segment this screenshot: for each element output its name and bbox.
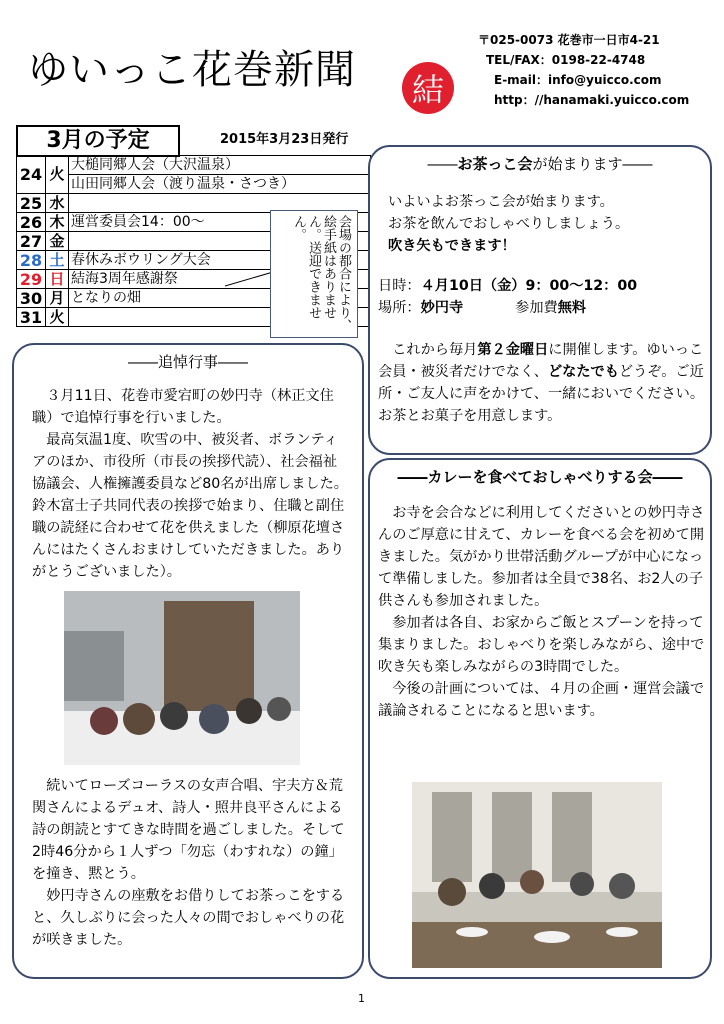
email[interactable]: E-mail：info@yuicco.com [494, 73, 662, 87]
schedule-title: 3月の予定 [16, 125, 180, 157]
contact-block [478, 30, 689, 110]
curry-body [378, 502, 706, 722]
schedule-day: 24 [17, 156, 46, 194]
tea-heading [370, 153, 710, 174]
memorial-body-top [32, 385, 350, 583]
place-value: 妙円寺 [420, 300, 464, 316]
schedule-weekday: 水 [46, 194, 69, 213]
text-bold: 第２金曜日 [477, 342, 549, 358]
page-number: 1 [358, 992, 365, 1005]
text: どうぞ。ご近所・ご友人に声をかけて、一緒においでください。お茶とお菓子を用意します。 [378, 364, 705, 424]
schedule-weekday: 土 [46, 251, 69, 270]
paragraph: 参加者は各自、お家からご飯とスプーンを持って集まりました。おしゃべりを楽しみながら、途中で吹き矢も楽しみながらの3時間でした。 [378, 615, 705, 675]
schedule-event: となりの畑 [69, 289, 371, 308]
paragraph: 今後の計画については、４月の企画・運営会議で議論されることになると思います。 [378, 681, 705, 719]
tea-line: お茶を飲んでおしゃべりしましょう。 [388, 216, 630, 232]
schedule-row [17, 156, 371, 175]
heading-dash: ―― [427, 155, 458, 173]
schedule-weekday: 金 [46, 232, 69, 251]
curry-section [368, 458, 712, 979]
schedule-weekday: 月 [46, 289, 69, 308]
heading-rest: が始まります―― [532, 155, 653, 173]
date-label: 日時： [378, 278, 421, 294]
fee-value: 無料 [557, 300, 587, 316]
curry-photo [412, 782, 662, 968]
paragraph: お寺を会合などに利用してくださいとの妙円寺さんのご厚意に甘えて、カレーを食べる会を初めて開きました。気がかり世帯活動グループが中心になって準備しました。参加者は全員で38名、お2人の子供さんも参加されました。 [378, 505, 705, 609]
note-pointer-line [225, 270, 275, 290]
schedule-event: 山田同郷人会（渡り温泉・さつき） [69, 175, 371, 194]
memorial-photo [64, 591, 300, 765]
website-url[interactable]: http：//hanamaki.yuicco.com [494, 93, 690, 107]
schedule-day: 25 [17, 194, 46, 213]
tel-fax: TEL/FAX：0198-22-4748 [486, 53, 646, 67]
schedule-weekday: 火 [46, 308, 69, 327]
schedule-event: 運営委員会14：00～ [69, 213, 371, 232]
schedule-event: 結海3周年感謝祭 [69, 270, 371, 289]
text: これから毎月 [392, 342, 478, 358]
tea-line: いよいよお茶っこ会が始まります。 [388, 194, 614, 210]
schedule-day: 31 [17, 308, 46, 327]
tea-paragraph [378, 339, 706, 427]
date-value: ４月10日（金）9：00～12：00 [420, 278, 638, 294]
schedule-day: 30 [17, 289, 46, 308]
schedule-event: 春休みボウリング大会 [69, 251, 371, 270]
photo-placeholder-icon [64, 591, 300, 765]
memorial-section [12, 343, 364, 979]
memorial-heading: ――追悼行事―― [127, 353, 248, 371]
address: 〒025-0073 花巻市一日市4-21 [478, 33, 660, 47]
schedule-note: 会場の都合により、絵手紙はありません。送迎できません。 [270, 210, 358, 338]
text-bold: どなたでも [547, 364, 619, 380]
tea-line: 吹き矢もできます！ [388, 238, 516, 254]
curry-heading: ――カレーを食べておしゃべりする会―― [397, 468, 683, 486]
schedule-day: 28 [17, 251, 46, 270]
paragraph: 最高気温1度、吹雪の中、被災者、ボランティアのほか、市役所（市長の挨拶代読）、社会福祉協議会、人権擁護委員など80名が出席しました。鈴木富士子共同代表の挨拶で始まり、住職と副住職の読経に合わせて花を供えました（柳原花壇さんにはたくさんおまけしていただきました。ありがとうございました）。 [32, 432, 348, 580]
tea-section [368, 145, 712, 455]
masthead-title: ゆいっこ花巻新聞 [28, 47, 356, 93]
memorial-body-bottom [32, 775, 350, 951]
paragraph: 妙円寺さんの座敷をお借りしてお茶っこをすると、久しぶりに会った人々の間でおしゃべりの花が咲きました。 [32, 888, 345, 948]
schedule-weekday: 日 [46, 270, 69, 289]
schedule-day: 27 [17, 232, 46, 251]
text: に開催します。ゆいっこ会員・被災者だけでなく、 [378, 342, 704, 380]
schedule-weekday: 木 [46, 213, 69, 232]
photo-placeholder-icon [412, 782, 662, 968]
schedule-event: 大槌同郷人会（大沢温泉） [69, 156, 371, 175]
paragraph: 続いてローズコーラスの女声合唱、宇夫方＆荒関さんによるデュオ、詩人・照井良平さんによる詩の朗読とすてきな時間を過ごしました。そして2時46分から１人ずつ「勿忘（わすれな）の鐘」を撞き、黙とう。 [32, 778, 345, 882]
paragraph: ３月11日、花巻市愛宕町の妙円寺（林正文住職）で追悼行事を行いました。 [32, 388, 334, 426]
schedule-day: 29 [17, 270, 46, 289]
issue-date: 2015年3月23日発行 [220, 132, 349, 147]
place-label: 場所： [378, 300, 421, 316]
fee-label: 参加費 [515, 300, 558, 316]
yui-logo: 結 [402, 62, 454, 114]
tea-details [378, 275, 708, 319]
heading-bold: お茶っこ会 [457, 155, 533, 173]
schedule-weekday: 火 [46, 156, 69, 194]
tea-intro [388, 191, 698, 257]
schedule-day: 26 [17, 213, 46, 232]
